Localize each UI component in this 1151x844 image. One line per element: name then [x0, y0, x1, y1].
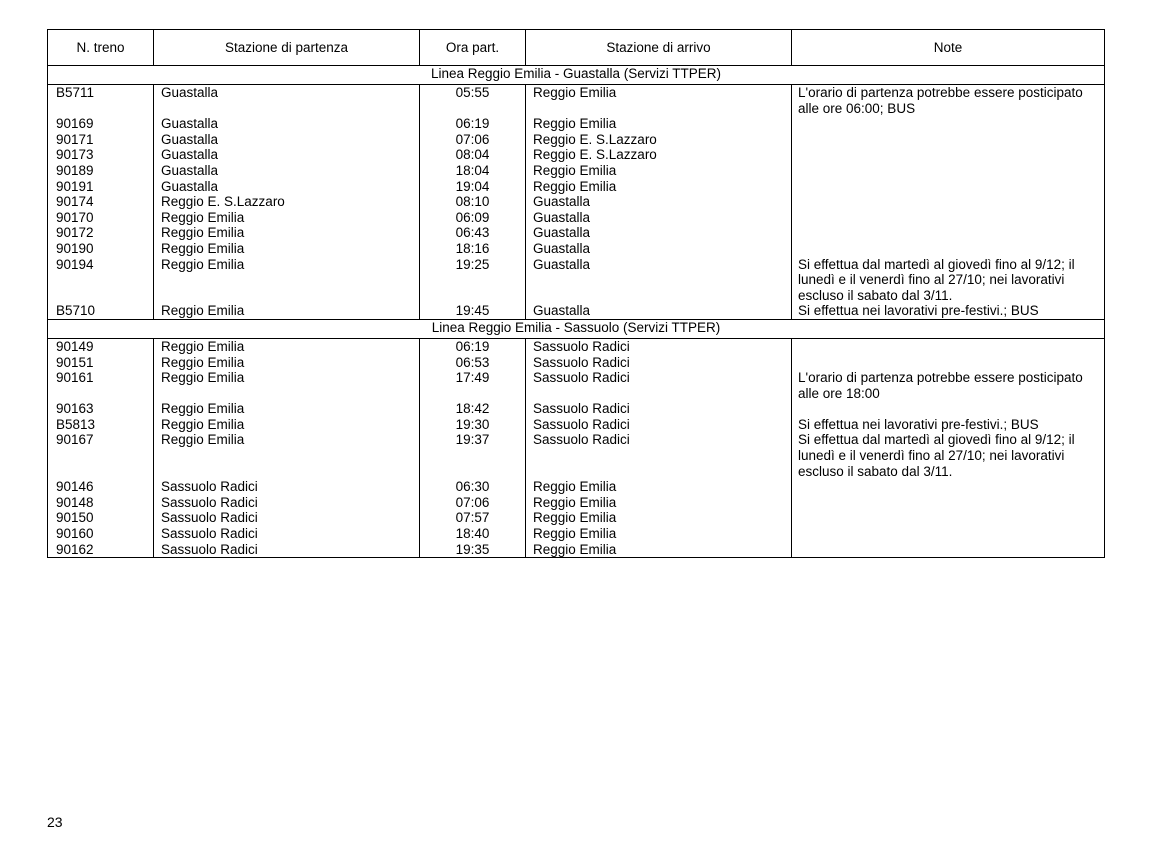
- table-row: [48, 179, 1105, 195]
- departure-station-cell: Reggio Emilia: [154, 338, 420, 354]
- table-row: [48, 542, 1105, 558]
- table-row: [48, 479, 1105, 495]
- table-row: [48, 147, 1105, 163]
- header-departure-station: Stazione di partenza: [154, 30, 420, 66]
- departure-time-cell: 06:09: [420, 210, 526, 226]
- note-cell: [792, 526, 1105, 542]
- note-cell: [792, 401, 1105, 417]
- departure-time-cell: 06:43: [420, 225, 526, 241]
- train-number-cell: 90169: [48, 116, 154, 132]
- departure-station-cell: Reggio Emilia: [154, 401, 420, 417]
- departure-station-cell: Reggio Emilia: [154, 417, 420, 433]
- arrival-station-cell: Reggio Emilia: [526, 510, 792, 526]
- departure-time-cell: 18:40: [420, 526, 526, 542]
- departure-time-cell: 06:19: [420, 116, 526, 132]
- train-number-cell: 90174: [48, 194, 154, 210]
- table-row: [48, 116, 1105, 132]
- note-cell: [792, 163, 1105, 179]
- departure-station-cell: Sassuolo Radici: [154, 510, 420, 526]
- train-number-cell: 90191: [48, 179, 154, 195]
- table-row: [48, 163, 1105, 179]
- table-row: [48, 303, 1105, 319]
- arrival-station-cell: Reggio Emilia: [526, 179, 792, 195]
- table-row: [48, 526, 1105, 542]
- arrival-station-cell: Reggio Emilia: [526, 526, 792, 542]
- arrival-station-cell: Guastalla: [526, 225, 792, 241]
- note-cell: [792, 194, 1105, 210]
- note-cell: [792, 241, 1105, 257]
- departure-time-cell: 07:06: [420, 132, 526, 148]
- departure-station-cell: Sassuolo Radici: [154, 526, 420, 542]
- note-cell: [792, 210, 1105, 226]
- table-row: [48, 510, 1105, 526]
- departure-station-cell: Guastalla: [154, 132, 420, 148]
- table-row: [48, 432, 1105, 479]
- departure-station-cell: Reggio Emilia: [154, 303, 420, 319]
- train-number-cell: 90161: [48, 370, 154, 401]
- train-number-cell: 90150: [48, 510, 154, 526]
- departure-station-cell: Guastalla: [154, 163, 420, 179]
- departure-time-cell: 07:06: [420, 495, 526, 511]
- departure-station-cell: Reggio Emilia: [154, 370, 420, 401]
- arrival-station-cell: Reggio Emilia: [526, 542, 792, 558]
- note-cell: [792, 495, 1105, 511]
- train-number-cell: 90189: [48, 163, 154, 179]
- arrival-station-cell: Sassuolo Radici: [526, 401, 792, 417]
- note-cell: [792, 179, 1105, 195]
- header-arrival-station: Stazione di arrivo: [526, 30, 792, 66]
- arrival-station-cell: Sassuolo Radici: [526, 370, 792, 401]
- arrival-station-cell: Sassuolo Radici: [526, 338, 792, 354]
- departure-time-cell: 08:04: [420, 147, 526, 163]
- note-cell: [792, 542, 1105, 558]
- arrival-station-cell: Guastalla: [526, 210, 792, 226]
- train-number-cell: 90170: [48, 210, 154, 226]
- arrival-station-cell: Reggio Emilia: [526, 495, 792, 511]
- departure-time-cell: 19:37: [420, 432, 526, 479]
- train-number-cell: 90194: [48, 257, 154, 304]
- arrival-station-cell: Reggio Emilia: [526, 85, 792, 117]
- departure-station-cell: Reggio E. S.Lazzaro: [154, 194, 420, 210]
- header-train-number: N. treno: [48, 30, 154, 66]
- table-row: [48, 241, 1105, 257]
- section-title: Linea Reggio Emilia - Sassuolo (Servizi TTPER): [48, 319, 1105, 338]
- departure-time-cell: 19:30: [420, 417, 526, 433]
- train-number-cell: B5710: [48, 303, 154, 319]
- note-cell: L'orario di partenza potrebbe essere posticipato alle ore 06:00; BUS: [792, 85, 1105, 117]
- note-cell: [792, 225, 1105, 241]
- train-number-cell: 90171: [48, 132, 154, 148]
- departure-station-cell: Guastalla: [154, 179, 420, 195]
- arrival-station-cell: Reggio E. S.Lazzaro: [526, 147, 792, 163]
- table-row: [48, 370, 1105, 401]
- section-header-row: [48, 319, 1105, 338]
- arrival-station-cell: Sassuolo Radici: [526, 432, 792, 479]
- arrival-station-cell: Guastalla: [526, 303, 792, 319]
- note-cell: [792, 355, 1105, 371]
- departure-station-cell: Reggio Emilia: [154, 210, 420, 226]
- arrival-station-cell: Guastalla: [526, 194, 792, 210]
- arrival-station-cell: Reggio E. S.Lazzaro: [526, 132, 792, 148]
- section-title: Linea Reggio Emilia - Guastalla (Servizi TTPER): [48, 66, 1105, 85]
- departure-station-cell: Reggio Emilia: [154, 257, 420, 304]
- departure-time-cell: 19:04: [420, 179, 526, 195]
- table-row: [48, 210, 1105, 226]
- train-number-cell: 90163: [48, 401, 154, 417]
- departure-station-cell: Guastalla: [154, 116, 420, 132]
- table-row: [48, 338, 1105, 354]
- train-number-cell: 90151: [48, 355, 154, 371]
- departure-time-cell: 19:35: [420, 542, 526, 558]
- departure-time-cell: 19:45: [420, 303, 526, 319]
- train-number-cell: 90148: [48, 495, 154, 511]
- train-number-cell: 90160: [48, 526, 154, 542]
- timetable: [47, 29, 1105, 558]
- note-cell: Si effettua nei lavorativi pre-festivi.; BUS: [792, 303, 1105, 319]
- departure-station-cell: Reggio Emilia: [154, 241, 420, 257]
- departure-time-cell: 08:10: [420, 194, 526, 210]
- table-row: [48, 495, 1105, 511]
- note-cell: Si effettua dal martedì al giovedì fino al 9/12; il lunedì e il venerdì fino al 27/10; nei lavorativi escluso il sabato dal 3/11.: [792, 257, 1105, 304]
- arrival-station-cell: Reggio Emilia: [526, 479, 792, 495]
- train-number-cell: 90149: [48, 338, 154, 354]
- table-row: [48, 85, 1105, 117]
- departure-station-cell: Guastalla: [154, 85, 420, 117]
- departure-time-cell: 17:49: [420, 370, 526, 401]
- arrival-station-cell: Reggio Emilia: [526, 163, 792, 179]
- note-cell: [792, 132, 1105, 148]
- section-header-row: [48, 66, 1105, 85]
- train-number-cell: 90167: [48, 432, 154, 479]
- departure-station-cell: Sassuolo Radici: [154, 542, 420, 558]
- table-row: [48, 257, 1105, 304]
- arrival-station-cell: Reggio Emilia: [526, 116, 792, 132]
- departure-time-cell: 06:30: [420, 479, 526, 495]
- train-number-cell: 90162: [48, 542, 154, 558]
- train-number-cell: B5813: [48, 417, 154, 433]
- note-cell: Si effettua dal martedì al giovedì fino al 9/12; il lunedì e il venerdì fino al 27/10; nei lavorativi escluso il sabato dal 3/11.: [792, 432, 1105, 479]
- header-notes: Note: [792, 30, 1105, 66]
- header-row: [48, 30, 1105, 66]
- arrival-station-cell: Guastalla: [526, 257, 792, 304]
- note-cell: [792, 147, 1105, 163]
- departure-time-cell: 05:55: [420, 85, 526, 117]
- table-row: [48, 225, 1105, 241]
- departure-station-cell: Reggio Emilia: [154, 225, 420, 241]
- table-row: [48, 194, 1105, 210]
- departure-time-cell: 07:57: [420, 510, 526, 526]
- table-row: [48, 355, 1105, 371]
- departure-station-cell: Sassuolo Radici: [154, 495, 420, 511]
- note-cell: [792, 338, 1105, 354]
- departure-time-cell: 18:42: [420, 401, 526, 417]
- arrival-station-cell: Sassuolo Radici: [526, 355, 792, 371]
- table-row: [48, 417, 1105, 433]
- header-departure-time: Ora part.: [420, 30, 526, 66]
- departure-station-cell: Reggio Emilia: [154, 432, 420, 479]
- note-cell: L'orario di partenza potrebbe essere posticipato alle ore 18:00: [792, 370, 1105, 401]
- table-row: [48, 132, 1105, 148]
- departure-time-cell: 18:04: [420, 163, 526, 179]
- departure-time-cell: 06:19: [420, 338, 526, 354]
- arrival-station-cell: Sassuolo Radici: [526, 417, 792, 433]
- departure-time-cell: 18:16: [420, 241, 526, 257]
- departure-station-cell: Reggio Emilia: [154, 355, 420, 371]
- train-number-cell: 90190: [48, 241, 154, 257]
- train-number-cell: 90172: [48, 225, 154, 241]
- train-number-cell: 90173: [48, 147, 154, 163]
- table-row: [48, 401, 1105, 417]
- departure-station-cell: Guastalla: [154, 147, 420, 163]
- note-cell: [792, 479, 1105, 495]
- note-cell: [792, 116, 1105, 132]
- arrival-station-cell: Guastalla: [526, 241, 792, 257]
- departure-time-cell: 19:25: [420, 257, 526, 304]
- departure-station-cell: Sassuolo Radici: [154, 479, 420, 495]
- timetable-body: [48, 66, 1105, 558]
- note-cell: [792, 510, 1105, 526]
- note-cell: Si effettua nei lavorativi pre-festivi.; BUS: [792, 417, 1105, 433]
- departure-time-cell: 06:53: [420, 355, 526, 371]
- train-number-cell: 90146: [48, 479, 154, 495]
- page-number: 23: [47, 814, 63, 830]
- train-number-cell: B5711: [48, 85, 154, 117]
